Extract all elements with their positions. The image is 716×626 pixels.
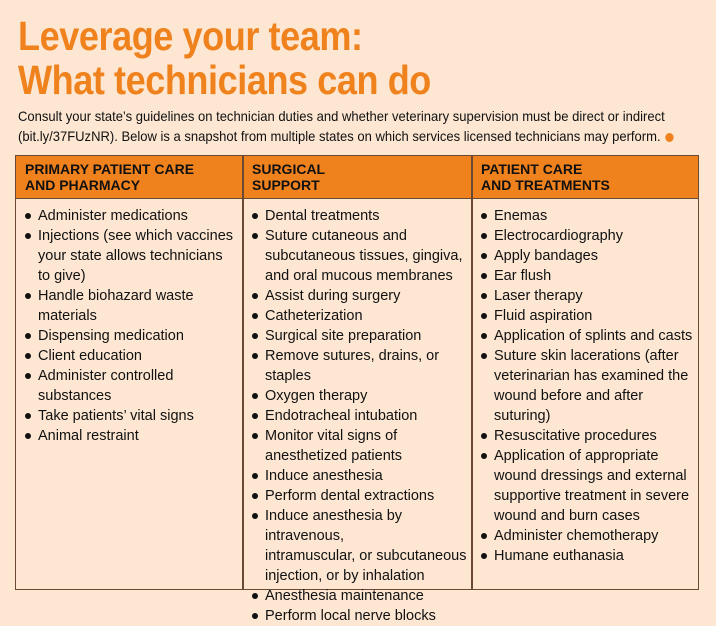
duty-item-line: and oral mucous membranes bbox=[265, 268, 453, 284]
duty-item-line: Monitor vital signs of bbox=[265, 428, 398, 444]
duty-item bbox=[25, 206, 240, 226]
duty-item bbox=[25, 346, 240, 366]
duty-item-line: Endotracheal intubation bbox=[265, 408, 418, 424]
duty-item-line: Catheterization bbox=[265, 308, 363, 324]
duty-item bbox=[481, 546, 699, 566]
duty-item bbox=[481, 306, 699, 326]
duty-item bbox=[481, 246, 699, 266]
table-header-row bbox=[16, 156, 698, 199]
duty-item-line: veterinarian has examined the bbox=[494, 368, 689, 384]
duty-item bbox=[252, 206, 472, 226]
duty-item bbox=[25, 326, 240, 346]
duty-item bbox=[252, 486, 472, 506]
title-line-2: What technicians can do bbox=[18, 57, 431, 103]
intro-line-2: (bit.ly/37FUzNR). Below is a snapshot from multiple states on which services licensed technicians may perform. bbox=[18, 128, 661, 144]
duty-item bbox=[481, 526, 699, 546]
duty-item-line: Humane euthanasia bbox=[494, 548, 624, 564]
duty-item-line: Electrocardiography bbox=[494, 228, 623, 244]
duty-item bbox=[252, 326, 472, 346]
duty-item-line: Client education bbox=[38, 348, 142, 364]
duty-item-line: wound dressings and external bbox=[494, 468, 687, 484]
column-primary-care bbox=[25, 206, 240, 446]
duty-item-line: materials bbox=[38, 308, 97, 324]
duty-item-line: Induce anesthesia by intravenous, bbox=[265, 508, 403, 544]
page-title bbox=[18, 14, 431, 102]
duty-item bbox=[25, 226, 240, 286]
duty-item-line: subcutaneous tissues, gingiva, bbox=[265, 248, 463, 264]
duty-item-line: anesthetized patients bbox=[265, 448, 403, 464]
duty-item bbox=[481, 426, 699, 446]
duty-item bbox=[252, 406, 472, 426]
header-primary-care: PRIMARY PATIENT CARE AND PHARMACY bbox=[25, 161, 195, 193]
header-surgical-support: SURGICAL SUPPORT bbox=[252, 161, 326, 193]
duty-list bbox=[25, 206, 240, 446]
intro-text bbox=[18, 106, 697, 146]
duty-item bbox=[252, 586, 472, 606]
duty-item-line: Handle biohazard waste bbox=[38, 288, 194, 304]
duty-list bbox=[481, 206, 699, 566]
column-divider bbox=[242, 156, 244, 589]
duty-item-line: to give) bbox=[38, 268, 86, 284]
duty-item-line: Ear flush bbox=[494, 268, 552, 284]
duty-item-line: your state allows technicians bbox=[38, 248, 223, 264]
duty-item-line: Apply bandages bbox=[494, 248, 598, 264]
duty-item-line: Remove sutures, drains, or staples bbox=[265, 348, 440, 384]
duty-item bbox=[252, 226, 472, 286]
duty-item bbox=[481, 446, 699, 526]
header-patient-treatments: PATIENT CARE AND TREATMENTS bbox=[481, 161, 610, 193]
duty-item-line: Oxygen therapy bbox=[265, 388, 368, 404]
duty-item-line: Take patients’ vital signs bbox=[38, 408, 194, 424]
duty-item-line: injection, or by inhalation bbox=[265, 568, 425, 584]
duty-item-line: Fluid aspiration bbox=[494, 308, 593, 324]
duty-item bbox=[252, 386, 472, 406]
duties-table bbox=[15, 155, 699, 624]
duty-item-line: Animal restraint bbox=[38, 428, 139, 444]
duty-item-line: substances bbox=[38, 388, 112, 404]
duty-item-line: Administer controlled bbox=[38, 368, 174, 384]
duty-item-line: Perform dental extractions bbox=[265, 488, 435, 504]
duty-item-line: Assist during surgery bbox=[265, 288, 401, 304]
column-surgical-support bbox=[252, 206, 472, 626]
duty-item bbox=[252, 286, 472, 306]
end-dot-icon bbox=[665, 133, 673, 142]
duty-item-line: Resuscitative procedures bbox=[494, 428, 657, 444]
duty-item bbox=[25, 406, 240, 426]
duty-item bbox=[25, 366, 240, 406]
duty-item-line: Laser therapy bbox=[494, 288, 583, 304]
duty-item-line: Surgical site preparation bbox=[265, 328, 422, 344]
duty-item-line: Perform local nerve blocks bbox=[265, 608, 436, 624]
duty-item bbox=[481, 326, 699, 346]
duty-item bbox=[252, 506, 472, 586]
duty-item-line: Suture cutaneous and bbox=[265, 228, 407, 244]
duty-item bbox=[252, 466, 472, 486]
duty-item-line: wound before and after suturing) bbox=[494, 388, 644, 424]
duty-item-line: intramuscular, or subcutaneous bbox=[265, 548, 467, 564]
column-patient-treatments bbox=[481, 206, 699, 566]
duty-item-line: Anesthesia maintenance bbox=[265, 588, 424, 604]
duty-item-line: Administer medications bbox=[38, 208, 188, 224]
duty-item-line: Application of splints and casts bbox=[494, 328, 693, 344]
duty-item bbox=[481, 286, 699, 306]
duty-item bbox=[252, 606, 472, 626]
duty-item-line: Application of appropriate bbox=[494, 448, 659, 464]
duty-item-line: Injections (see which vaccines bbox=[38, 228, 234, 244]
duty-item-line: Enemas bbox=[494, 208, 548, 224]
title-line-1: Leverage your team: bbox=[18, 13, 363, 59]
duty-item-line: Suture skin lacerations (after bbox=[494, 348, 679, 364]
duty-item-line: Administer chemotherapy bbox=[494, 528, 659, 544]
duty-item bbox=[252, 306, 472, 326]
duty-list bbox=[252, 206, 472, 626]
duty-item-line: supportive treatment in severe bbox=[494, 488, 690, 504]
duty-item-line: wound and burn cases bbox=[494, 508, 640, 524]
duty-item-line: Dental treatments bbox=[265, 208, 380, 224]
duty-item bbox=[481, 206, 699, 226]
duty-item bbox=[481, 266, 699, 286]
duty-item bbox=[252, 346, 472, 386]
duty-item bbox=[25, 426, 240, 446]
duty-item bbox=[252, 426, 472, 466]
duty-item bbox=[481, 346, 699, 426]
intro-line-1: Consult your state’s guidelines on technician duties and whether veterinary supervision must be direct or indirect bbox=[18, 108, 665, 124]
intro-line-2-wrap bbox=[18, 126, 697, 146]
duty-item-line: Induce anesthesia bbox=[265, 468, 383, 484]
duty-item-line: Dispensing medication bbox=[38, 328, 184, 344]
duty-item bbox=[25, 286, 240, 326]
duty-item bbox=[481, 226, 699, 246]
